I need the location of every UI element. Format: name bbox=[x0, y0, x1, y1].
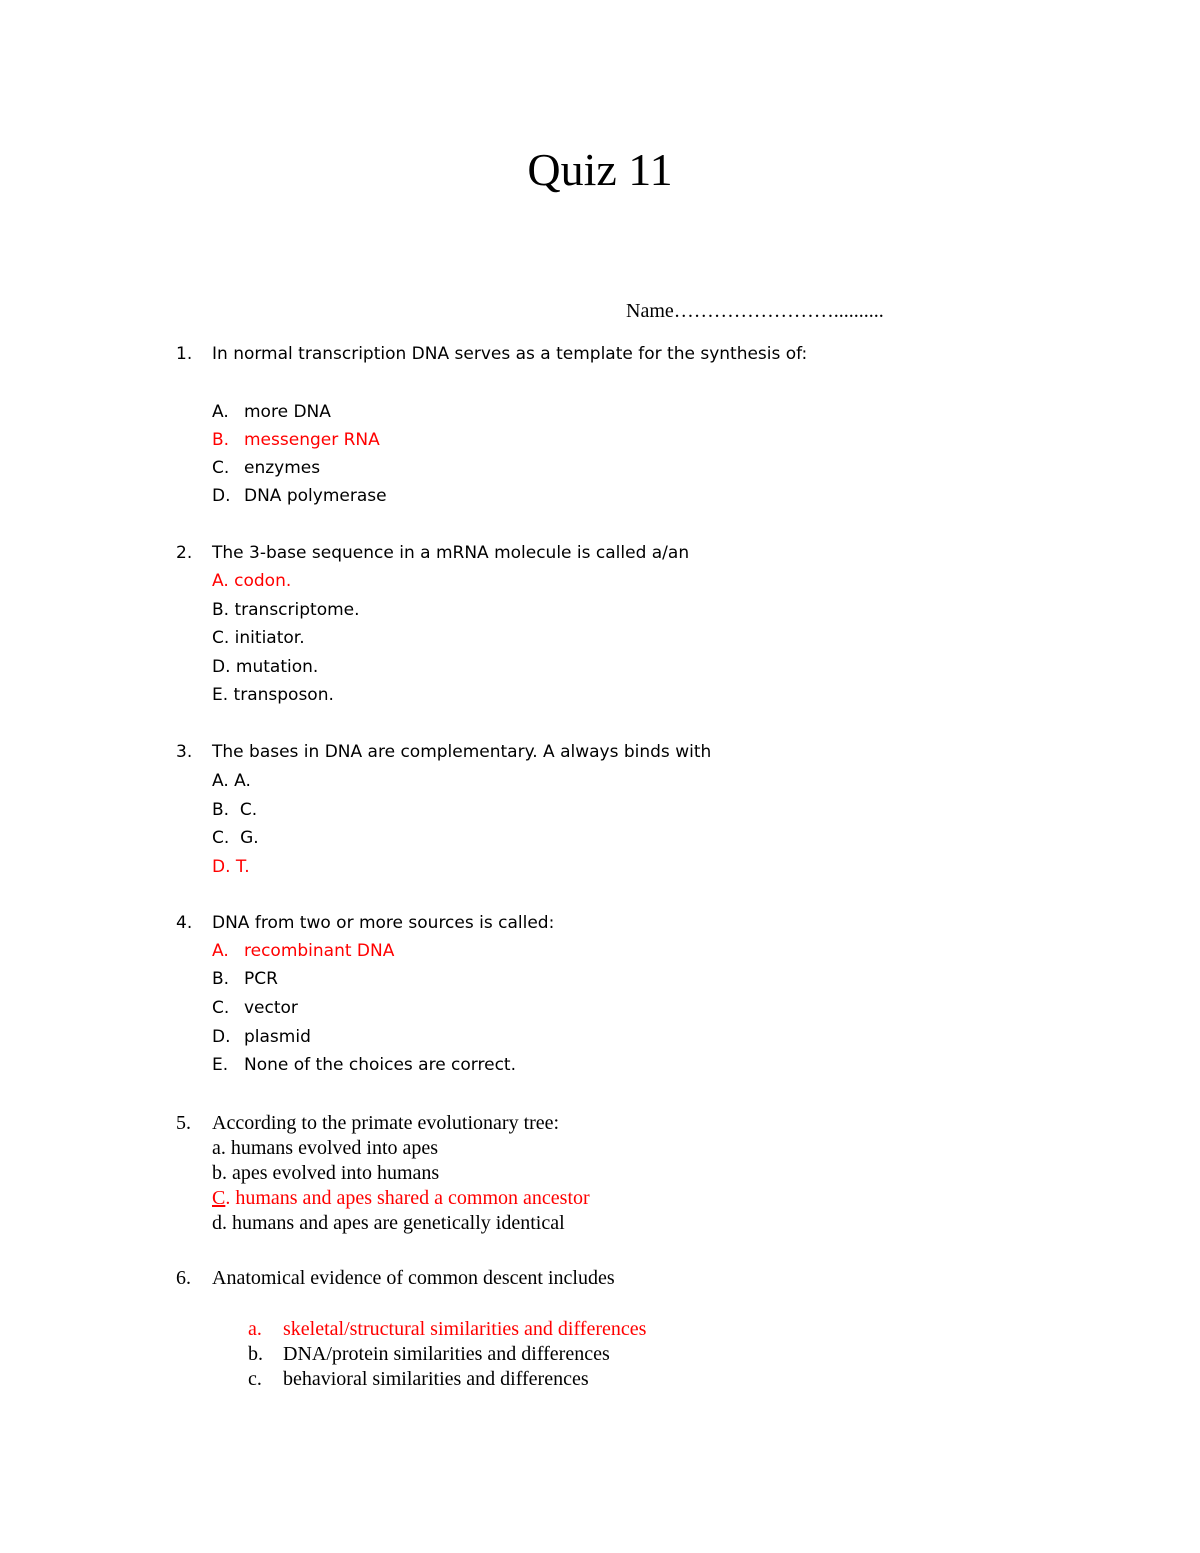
option-text: enzymes bbox=[244, 458, 321, 478]
option-text: DNA/protein similarities and differences bbox=[283, 1343, 610, 1365]
option: a. humans evolved into apes bbox=[212, 1137, 439, 1159]
correct-option-letter: B. bbox=[212, 430, 230, 450]
option: E. transposon. bbox=[212, 685, 334, 705]
option-text: more DNA bbox=[244, 402, 331, 422]
option-letter: b. bbox=[248, 1343, 263, 1365]
question-number: 6. bbox=[176, 1267, 191, 1289]
correct-option-text: . humans and apes shared a common ancestor bbox=[225, 1187, 590, 1209]
option-letter: C. bbox=[212, 458, 230, 478]
option-text: PCR bbox=[244, 969, 278, 989]
question-text: According to the primate evolutionary tree: bbox=[212, 1112, 560, 1134]
question-text: DNA from two or more sources is called: bbox=[212, 913, 555, 933]
correct-option-text: skeletal/structural similarities and differences bbox=[283, 1318, 647, 1340]
option-text: behavioral similarities and differences bbox=[283, 1368, 589, 1390]
option-letter: B. bbox=[212, 969, 230, 989]
option-letter: c. bbox=[248, 1368, 262, 1390]
question-number: 5. bbox=[176, 1112, 191, 1134]
option-letter: E. bbox=[212, 1055, 229, 1075]
option-text: plasmid bbox=[244, 1027, 311, 1047]
option: C. G. bbox=[212, 828, 259, 848]
page-title: Quiz 11 bbox=[527, 144, 673, 195]
correct-option-text: messenger RNA bbox=[244, 430, 380, 450]
question-number: 3. bbox=[176, 742, 193, 762]
question-text: The bases in DNA are complementary. A always binds with bbox=[212, 742, 712, 762]
option: B. C. bbox=[212, 800, 258, 820]
question-number: 2. bbox=[176, 543, 193, 563]
question-number: 4. bbox=[176, 913, 193, 933]
option: A. A. bbox=[212, 771, 251, 791]
name-field-line: Name…………………….......... bbox=[626, 300, 884, 322]
correct-option-letter: A. bbox=[212, 941, 229, 961]
question-text: In normal transcription DNA serves as a template for the synthesis of: bbox=[212, 344, 808, 364]
question-number: 1. bbox=[176, 344, 193, 364]
option: B. transcriptome. bbox=[212, 600, 360, 620]
option: d. humans and apes are genetically identical bbox=[212, 1212, 565, 1234]
option: b. apes evolved into humans bbox=[212, 1162, 440, 1184]
option-text: None of the choices are correct. bbox=[244, 1055, 516, 1075]
correct-option-letter: a. bbox=[248, 1318, 262, 1340]
option-letter: A. bbox=[212, 402, 229, 422]
option-text: vector bbox=[244, 998, 298, 1018]
option-letter: D. bbox=[212, 486, 231, 506]
correct-option bbox=[212, 1185, 590, 1211]
option-text: DNA polymerase bbox=[244, 486, 387, 506]
option-letter: D. bbox=[212, 1027, 231, 1047]
option: C. initiator. bbox=[212, 628, 305, 648]
correct-option: A. codon. bbox=[212, 571, 292, 591]
option: D. mutation. bbox=[212, 657, 319, 677]
correct-option-letter: C bbox=[212, 1187, 226, 1209]
question-text: Anatomical evidence of common descent includes bbox=[212, 1267, 615, 1289]
question-text: The 3-base sequence in a mRNA molecule is called a/an bbox=[212, 543, 690, 563]
correct-option: D. T. bbox=[212, 857, 250, 877]
option-letter: C. bbox=[212, 998, 230, 1018]
correct-option-text: recombinant DNA bbox=[244, 941, 395, 961]
